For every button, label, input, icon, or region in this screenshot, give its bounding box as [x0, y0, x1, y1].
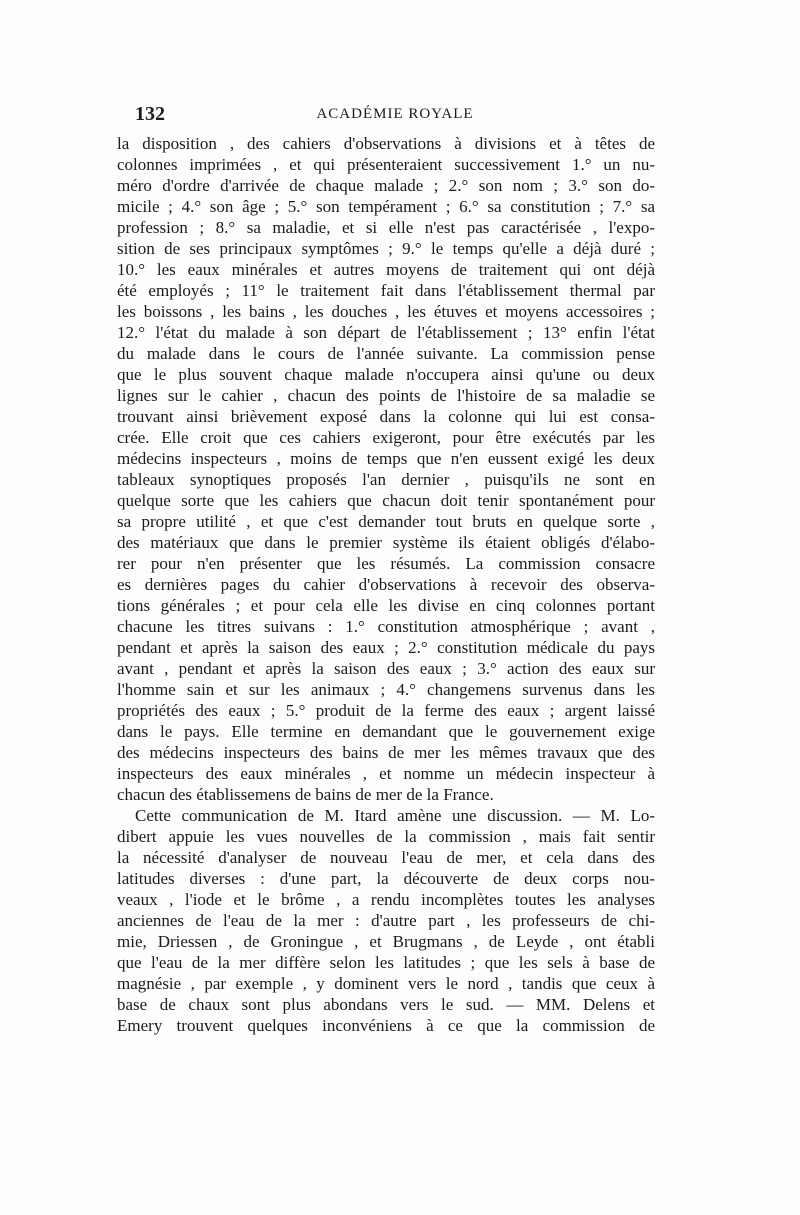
text-line: sition de ses principaux symptômes ; 9.° le temps qu'elle a déjà duré ; — [117, 239, 655, 258]
text-line: la nécessité d'analyser de nouveau l'eau de mer, et cela dans des — [117, 848, 655, 867]
text-line: pendant et après la saison des eaux ; 2.° constitution médicale du pays — [117, 638, 655, 657]
text-line: tions générales ; et pour cela elle les divise en cinq colonnes portant — [117, 596, 655, 615]
text-line: colonnes imprimées , et qui présenteraient successivement 1.° un nu- — [117, 155, 655, 174]
text-line: 10.° les eaux minérales et autres moyens de traitement qui ont déjà — [117, 260, 655, 279]
text-line: la disposition , des cahiers d'observations à divisions et à têtes de — [117, 134, 655, 153]
text-line: propriétés des eaux ; 5.° produit de la ferme des eaux ; argent laissé — [117, 701, 655, 720]
text-line: tableaux synoptiques proposés l'an dernier , puisqu'ils ne sont en — [117, 470, 655, 489]
text-line: médecins inspecteurs , moins de temps que n'en eussent exigé les deux — [117, 449, 655, 468]
text-line: que l'eau de la mer diffère selon les latitudes ; que les sels à base de — [117, 953, 655, 972]
text-line: Cette communication de M. Itard amène une discussion. — M. Lo- — [135, 806, 655, 825]
text-line: été employés ; 11° le traitement fait dans l'établissement thermal par — [117, 281, 655, 300]
running-head: ACADÉMIE ROYALE — [316, 106, 474, 122]
text-line: rer pour n'en présenter que les résumés. La commission consacre — [117, 554, 655, 573]
text-line: que le plus souvent chaque malade n'occupera ainsi qu'une ou deux — [117, 365, 655, 384]
text-line: dans le pays. Elle termine en demandant que le gouvernement exige — [117, 722, 655, 741]
text-line: avant , pendant et après la saison des eaux ; 3.° action des eaux sur — [117, 659, 655, 678]
text-line: trouvant ainsi brièvement exposé dans la colonne qui lui est consa- — [117, 407, 655, 426]
page-number: 132 — [135, 103, 165, 125]
text-line: l'homme sain et sur les animaux ; 4.° changemens survenus dans les — [117, 680, 655, 699]
text-line: méro d'ordre d'arrivée de chaque malade ; 2.° son nom ; 3.° son do- — [117, 176, 655, 195]
text-line: sa propre utilité , et que c'est demander tout bruts en quelque sorte , — [117, 512, 655, 531]
text-line: crée. Elle croit que ces cahiers exigeront, pour être exécutés par les — [117, 428, 655, 447]
text-line: micile ; 4.° son âge ; 5.° son tempérament ; 6.° sa constitution ; 7.° sa — [117, 197, 655, 216]
text-line: des médecins inspecteurs des bains de mer les mêmes travaux que des — [117, 743, 655, 762]
page-header — [135, 103, 655, 129]
text-line: es dernières pages du cahier d'observations à recevoir des observa- — [117, 575, 655, 594]
text-line: mie, Driessen , de Groningue , et Brugmans , de Leyde , ont établi — [117, 932, 655, 951]
text-line: dibert appuie les vues nouvelles de la commission , mais fait sentir — [117, 827, 655, 846]
text-line: profession ; 8.° sa maladie, et si elle n'est pas caractérisée , l'expo- — [117, 218, 655, 237]
text-line: lignes sur le cahier , chacun des points de l'histoire de sa maladie se — [117, 386, 655, 405]
text-line: anciennes de l'eau de la mer : d'autre part , les professeurs de chi- — [117, 911, 655, 930]
text-line: inspecteurs des eaux minérales , et nomme un médecin inspecteur à — [117, 764, 655, 783]
text-line: chacune les titres suivans : 1.° constitution atmosphérique ; avant , — [117, 617, 655, 636]
text-line: base de chaux sont plus abondans vers le sud. — MM. Delens et — [117, 995, 655, 1014]
text-line: quelque sorte que les cahiers que chacun doit tenir spontanément pour — [117, 491, 655, 510]
text-line: chacun des établissemens de bains de mer de la France. — [117, 785, 494, 804]
text-line: magnésie , par exemple , y dominent vers le nord , tandis que ceux à — [117, 974, 655, 993]
text-line: des matériaux que dans le premier système ils étaient obligés d'élabo- — [117, 533, 655, 552]
text-line: du malade dans le cours de l'année suivante. La commission pense — [117, 344, 655, 363]
text-line: veaux , l'iode et le brôme , a rendu incomplètes toutes les analyses — [117, 890, 655, 909]
text-line: 12.° l'état du malade à son départ de l'établissement ; 13° enfin l'état — [117, 323, 655, 342]
text-line: latitudes diverses : d'une part, la découverte de deux corps nou- — [117, 869, 655, 888]
text-line: Emery trouvent quelques inconvéniens à ce que la commission de — [117, 1016, 655, 1035]
body-text — [117, 133, 655, 1036]
text-line: les boissons , les bains , les douches , les étuves et moyens accessoires ; — [117, 302, 655, 321]
